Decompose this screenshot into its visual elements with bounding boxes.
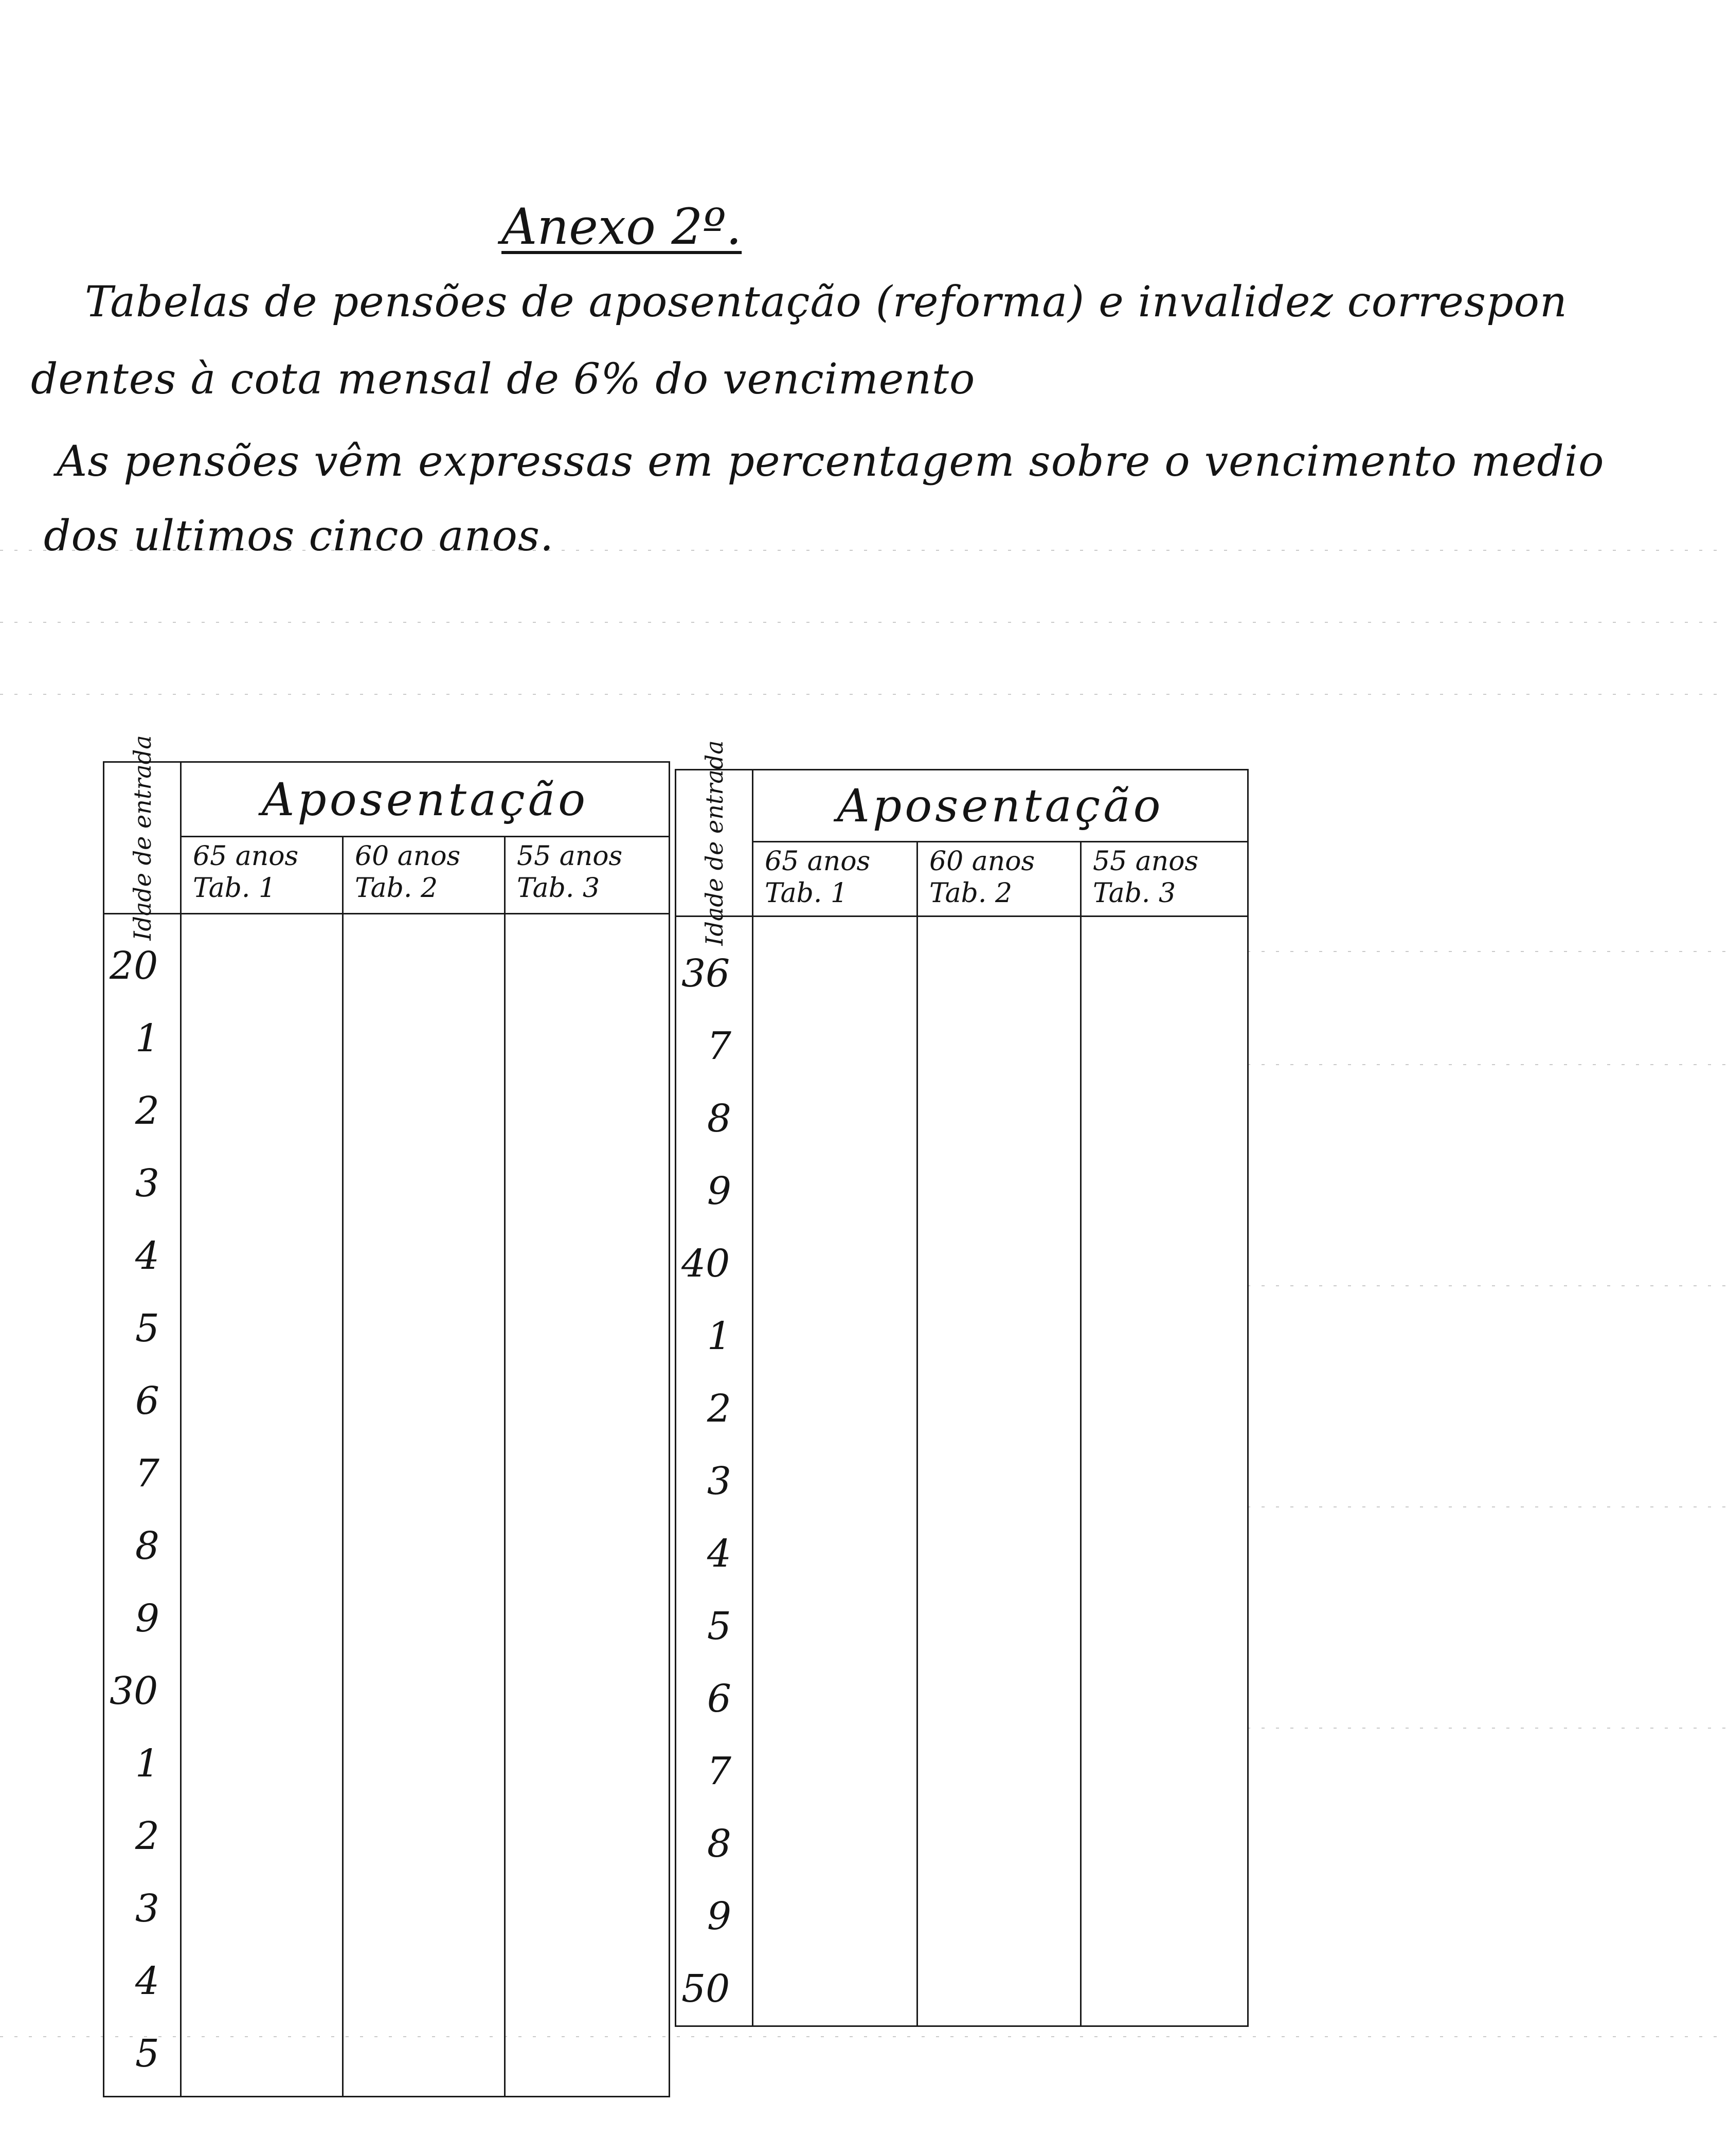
paragraph-line-3: As pensões vêm expressas em percentagem sobre o vencimento medio — [57, 437, 1605, 486]
tab-2-values — [343, 914, 505, 2097]
age-value: 2 — [707, 1387, 731, 1431]
column-header-tab: Tab. 2 — [355, 873, 438, 904]
column-header-tab-3 — [1081, 842, 1248, 917]
age-value: 1 — [135, 1741, 159, 1786]
age-value: 7 — [707, 1024, 731, 1068]
column-header-years: 60 anos — [355, 841, 461, 872]
column-header-tab: Tab. 3 — [1093, 878, 1176, 909]
column-header-years: 60 anos — [929, 846, 1035, 877]
tab-3-values — [505, 914, 670, 2097]
document-title: Anexo 2º. — [501, 198, 742, 256]
age-header: Idade de entrada — [128, 735, 156, 941]
age-value: 4 — [707, 1532, 731, 1576]
column-header-years: 55 anos — [1093, 846, 1199, 877]
column-header-tab-3 — [505, 837, 670, 914]
paragraph-line-4: dos ultimos cinco anos. — [44, 512, 554, 561]
column-header-years: 55 anos — [517, 841, 623, 872]
age-value: 5 — [135, 2032, 159, 2076]
tab-3-values — [1081, 917, 1248, 2026]
age-value: 4 — [135, 1234, 159, 1278]
age-value: 50 — [681, 1967, 730, 2011]
age-value: 4 — [135, 1959, 159, 2003]
column-header-tab-2 — [917, 842, 1081, 917]
column-header-tab-1 — [181, 837, 343, 914]
tab-1-values — [753, 917, 917, 2026]
group-header: Aposentação — [181, 762, 670, 837]
age-value: 9 — [707, 1894, 731, 1938]
age-column — [676, 917, 753, 2026]
tab-2-values — [917, 917, 1081, 2026]
age-header-cell — [104, 735, 181, 941]
age-value: 8 — [707, 1822, 731, 1866]
age-value: 8 — [707, 1097, 731, 1141]
age-value: 5 — [135, 1306, 159, 1351]
age-column — [104, 914, 181, 2097]
age-value: 40 — [681, 1242, 730, 1286]
age-value: 7 — [135, 1451, 159, 1496]
age-value: 1 — [707, 1314, 731, 1358]
pension-table-left — [103, 735, 670, 2097]
age-value: 6 — [707, 1677, 731, 1721]
age-value: 36 — [681, 951, 730, 996]
column-header-tab: Tab. 1 — [193, 873, 276, 904]
age-value: 9 — [707, 1169, 731, 1213]
age-value: 3 — [707, 1459, 731, 1503]
age-value: 30 — [110, 1669, 158, 1713]
column-header-tab: Tab. 1 — [765, 878, 848, 909]
column-header-years: 65 anos — [193, 841, 299, 872]
column-header-tab: Tab. 3 — [517, 873, 600, 904]
age-header: Idade de entrada — [700, 740, 728, 946]
group-header: Aposentação — [753, 770, 1248, 842]
age-header-cell — [676, 740, 753, 946]
column-header-tab-2 — [343, 837, 505, 914]
age-value: 5 — [707, 1604, 731, 1648]
paragraph-line-1: Tabelas de pensões de aposentação (reforma) e invalidez correspon — [85, 278, 1568, 327]
tab-1-values — [181, 914, 343, 2097]
age-value: 3 — [135, 1161, 159, 1206]
age-value: 6 — [135, 1379, 159, 1423]
column-header-tab-1 — [753, 842, 917, 917]
age-value: 8 — [135, 1524, 159, 1568]
age-value: 2 — [135, 1814, 159, 1858]
column-header-tab: Tab. 2 — [929, 878, 1013, 909]
paragraph-line-2: dentes à cota mensal de 6% do vencimento — [31, 355, 976, 404]
age-value: 9 — [135, 1596, 159, 1641]
age-value: 20 — [110, 944, 158, 988]
column-header-years: 65 anos — [765, 846, 871, 877]
age-value: 7 — [707, 1749, 731, 1793]
pension-table-right — [675, 740, 1249, 2027]
age-value: 1 — [135, 1016, 159, 1061]
age-value: 2 — [135, 1089, 159, 1133]
age-value: 3 — [135, 1886, 159, 1931]
